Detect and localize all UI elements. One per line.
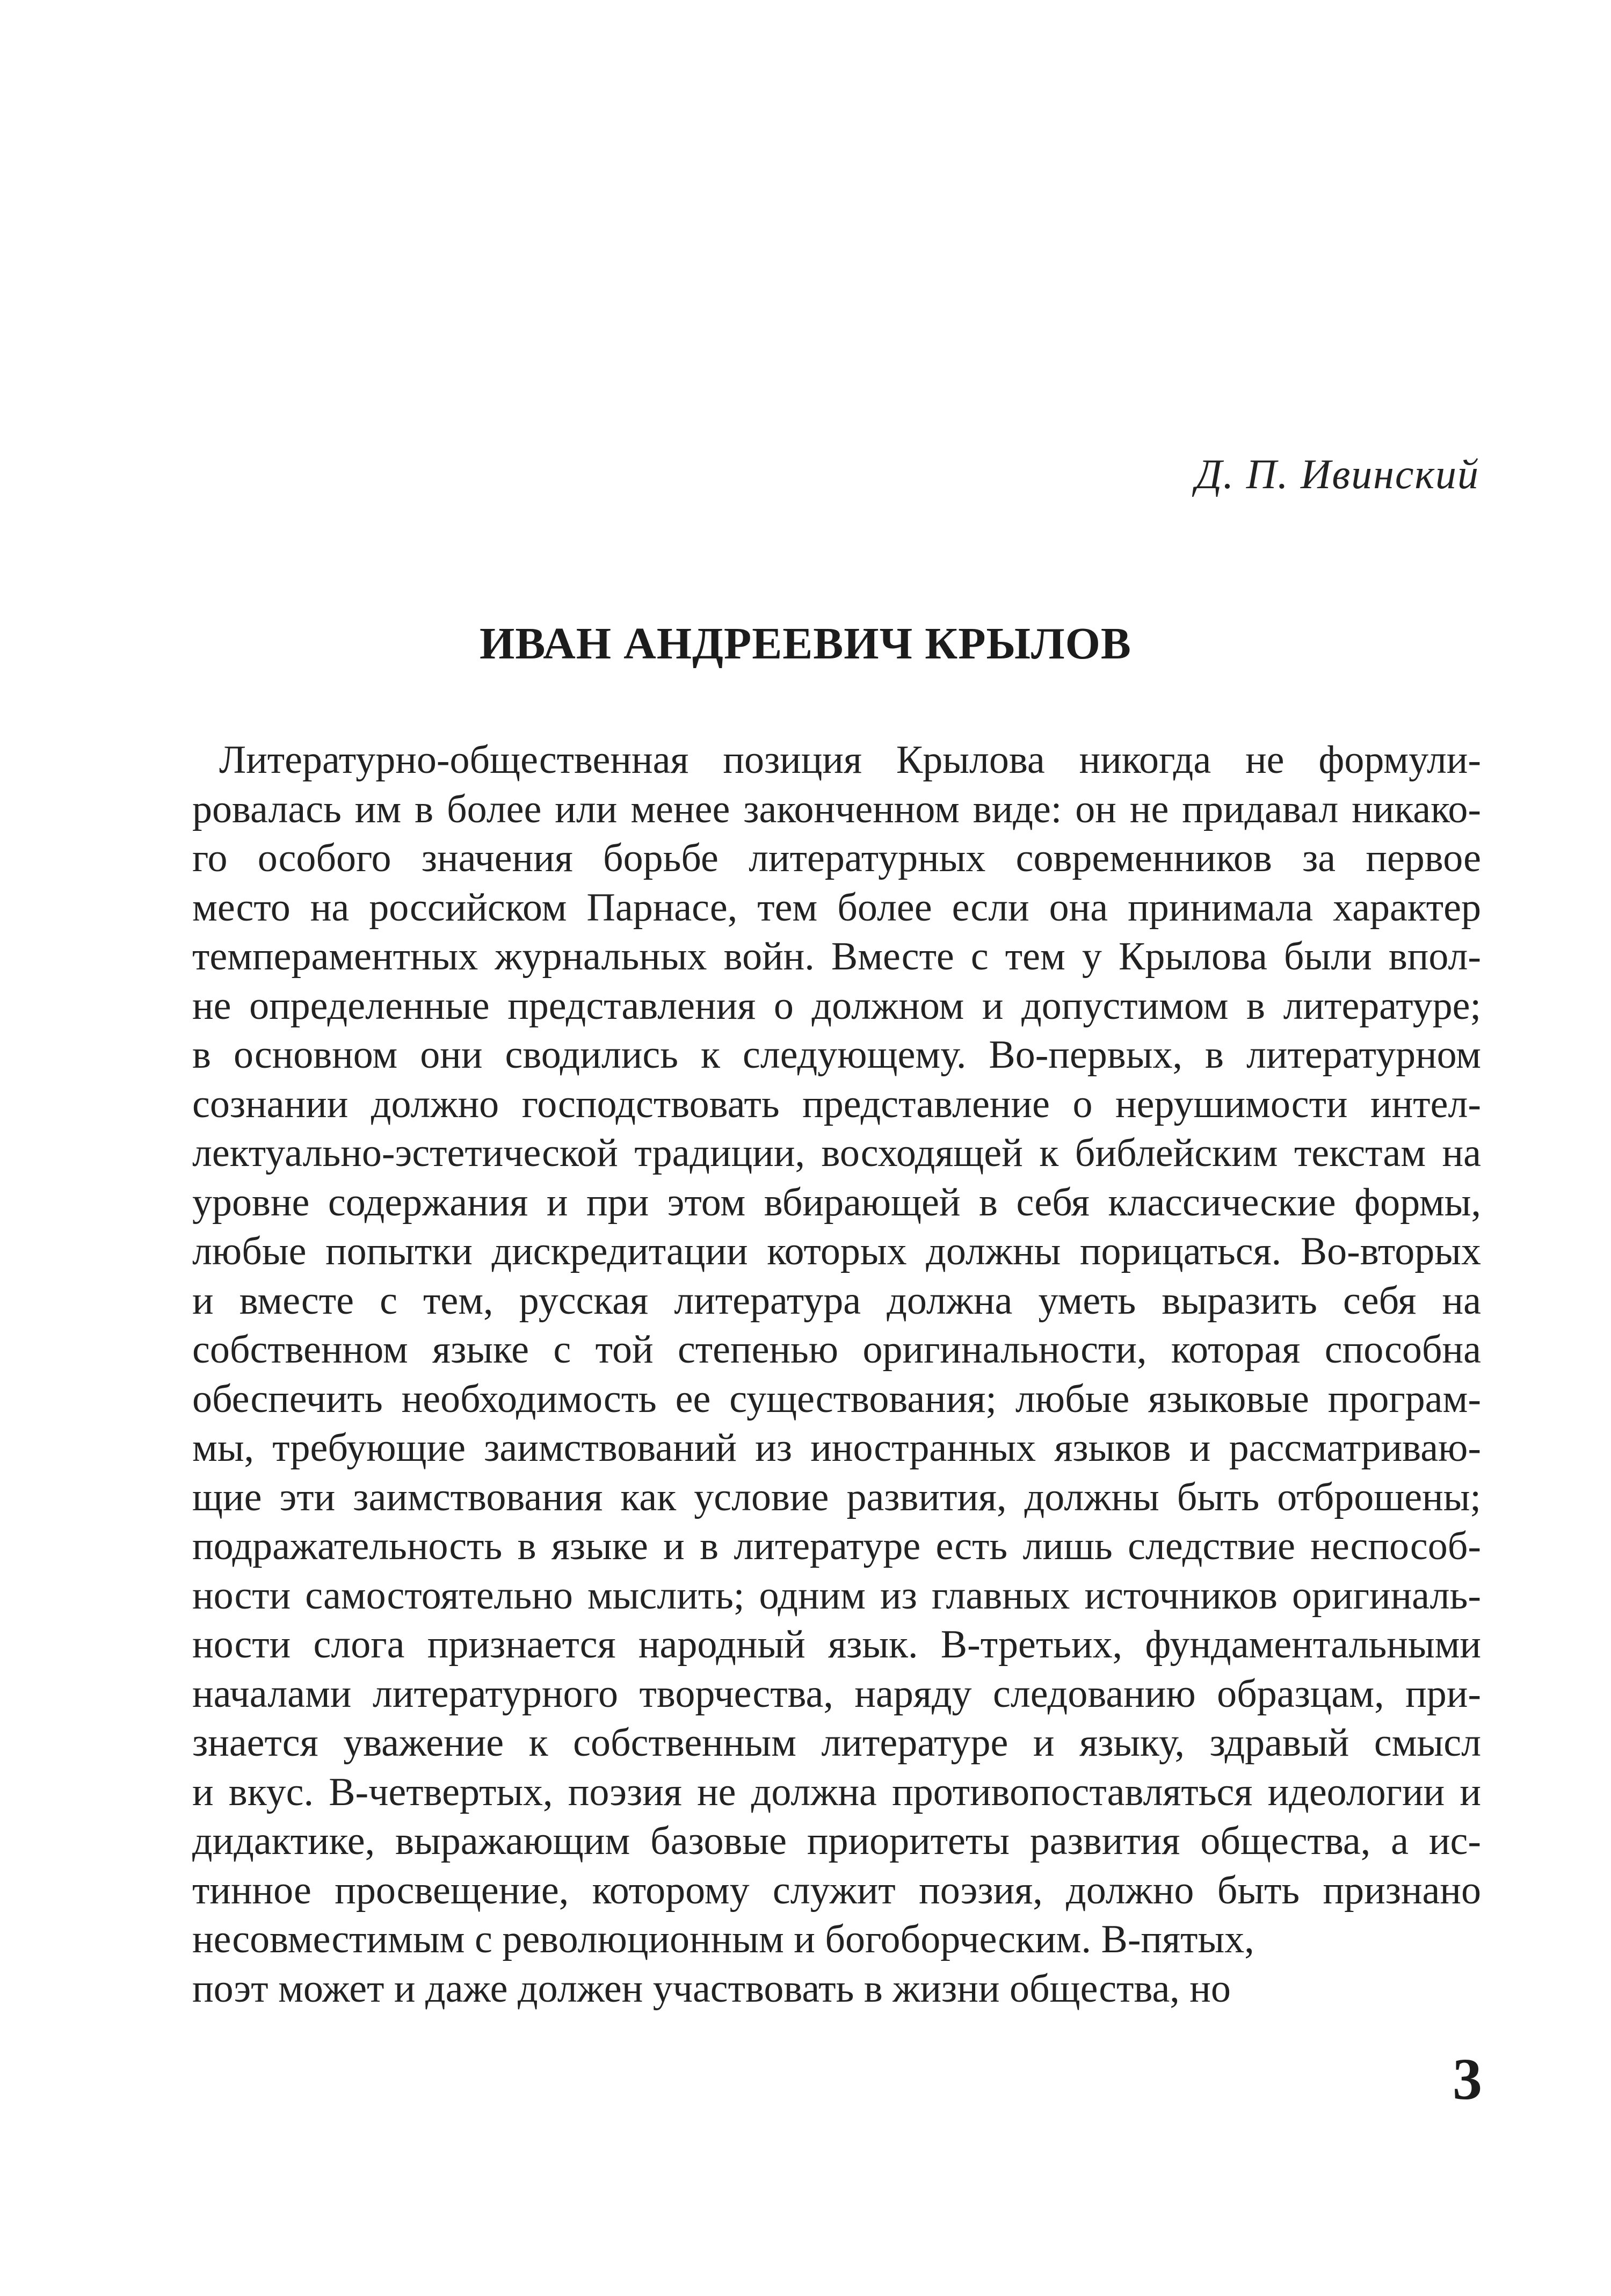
author-name: Д. П. Ивинский: [1195, 451, 1479, 497]
text-line: подражательность в языке и в литературе есть лишь следствие неспособ-: [192, 1524, 1481, 1568]
text-line: знается уважение к собственным литературе и языку, здравый смысл: [192, 1721, 1481, 1765]
chapter-title: ИВАН АНДРЕЕВИЧ КРЫЛОВ: [480, 619, 1131, 669]
text-line: тинное просвещение, которому служит поэзия, должно быть признано: [192, 1868, 1481, 1913]
text-line: лектуально-эстетической традиции, восходящей к библейским текстам на: [192, 1131, 1481, 1175]
text-line: уровне содержания и при этом вбирающей в себя классические формы,: [192, 1180, 1481, 1225]
text-line: дидактике, выражающим базовые приоритеты развития общества, а ис-: [192, 1819, 1481, 1863]
text-line: собственном языке с той степенью оригинальности, которая способна: [192, 1328, 1481, 1372]
text-line: ности самостоятельно мыслить; одним из главных источников оригиналь-: [192, 1573, 1481, 1618]
text-line: мы, требующие заимствований из иностранных языков и рассматриваю-: [192, 1426, 1481, 1470]
text-line: любые попытки дискредитации которых должны порицаться. Во-вторых: [192, 1229, 1481, 1273]
text-line: и вместе с тем, русская литература должна уметь выразить себя на: [192, 1278, 1481, 1323]
text-line: не определенные представления о должном и допустимом в литературе;: [192, 983, 1481, 1028]
page-number: 3: [1453, 2046, 1482, 2112]
text-line: сознании должно господствовать представление о нерушимости интел-: [192, 1082, 1481, 1126]
text-line: Литературно-общественная позиция Крылова никогда не формули-: [219, 738, 1481, 782]
text-line: несовместимым с революционным и богоборческим. В-пятых,: [192, 1917, 1254, 1961]
text-line: поэт может и даже должен участвовать в жизни общества, но: [192, 1966, 1231, 2011]
text-line: щие эти заимствования как условие развития, должны быть отброшены;: [192, 1475, 1481, 1519]
text-line: темпераментных журнальных войн. Вместе с тем у Крылова были впол-: [192, 935, 1481, 979]
text-line: и вкус. В-четвертых, поэзия не должна противопоставляться идеологии и: [192, 1770, 1481, 1814]
text-line: ности слога признается народный язык. В-третьих, фундаментальными: [192, 1623, 1481, 1667]
body-paragraph: [192, 736, 1481, 2013]
text-line: место на российском Парнасе, тем более если она принимала характер: [192, 885, 1481, 930]
text-line: в основном они сводились к следующему. Во-первых, в литературном: [192, 1033, 1481, 1077]
text-line: го особого значения борьбе литературных современников за первое: [192, 836, 1481, 880]
text-line: ровалась им в более или менее законченном виде: он не придавал никако-: [192, 787, 1481, 831]
text-line: началами литературного творчества, наряду следованию образцам, при-: [192, 1671, 1481, 1716]
text-line: обеспечить необходимость ее существования; любые языковые програм-: [192, 1377, 1481, 1421]
